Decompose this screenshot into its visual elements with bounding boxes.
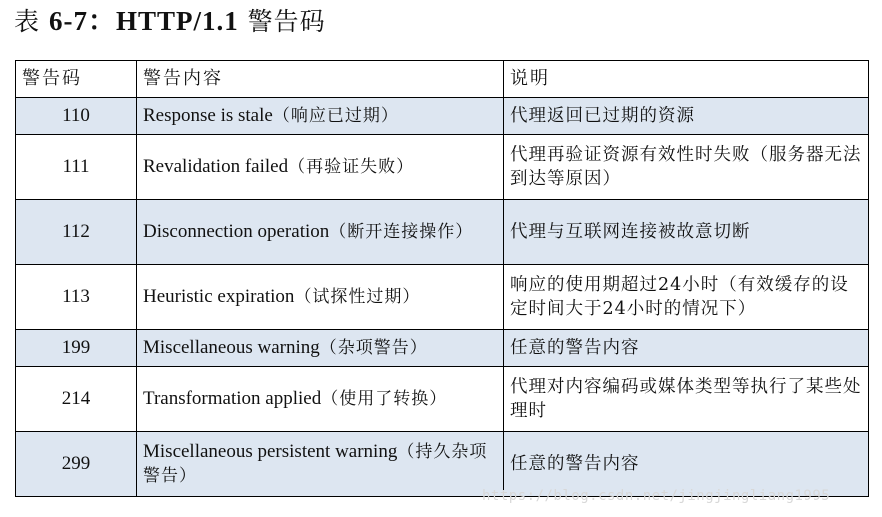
warning-description: 代理再验证资源有效性时失败（服务器无法到达等原因） bbox=[504, 135, 869, 200]
warning-name-cn: （响应已过期） bbox=[272, 106, 399, 126]
warning-name-cn: （杂项警告） bbox=[319, 338, 428, 358]
warning-name bbox=[137, 330, 504, 367]
warning-name-en: Miscellaneous warning bbox=[143, 337, 320, 358]
warning-name-en: Miscellaneous persistent warning bbox=[143, 441, 398, 462]
table-row bbox=[16, 265, 869, 330]
warning-name-cn: （断开连接操作） bbox=[329, 222, 474, 242]
table-row bbox=[16, 432, 869, 497]
caption-number: 6-7：HTTP/1.1 bbox=[48, 6, 239, 36]
warning-name-en: Disconnection operation bbox=[143, 221, 330, 242]
warning-name-en: Response is stale bbox=[143, 105, 273, 126]
header-code: 警告码 bbox=[16, 61, 137, 98]
header-row bbox=[16, 61, 869, 98]
warning-code: 299 bbox=[16, 432, 137, 497]
warning-name bbox=[137, 367, 504, 432]
header-description: 说明 bbox=[504, 61, 869, 98]
table-row bbox=[16, 135, 869, 200]
warning-name bbox=[137, 432, 504, 497]
table-row bbox=[16, 330, 869, 367]
warning-description: 任意的警告内容 bbox=[504, 432, 869, 497]
warning-name-en: Transformation applied bbox=[143, 388, 322, 409]
warning-description: 代理与互联网连接被故意切断 bbox=[504, 200, 869, 265]
warning-name-cn: （试探性过期） bbox=[294, 287, 421, 307]
warning-code: 110 bbox=[16, 98, 137, 135]
warning-name bbox=[137, 135, 504, 200]
warning-description: 代理对内容编码或媒体类型等执行了某些处理时 bbox=[504, 367, 869, 432]
warning-description: 任意的警告内容 bbox=[504, 330, 869, 367]
warning-name bbox=[137, 98, 504, 135]
warning-name-cn: （再验证失败） bbox=[288, 157, 415, 177]
header-content: 警告内容 bbox=[137, 61, 504, 98]
warning-name bbox=[137, 265, 504, 330]
warning-name-cn: （持久杂项警告） bbox=[143, 442, 488, 486]
table-row bbox=[16, 367, 869, 432]
warning-name-en: Revalidation failed bbox=[143, 156, 289, 177]
warning-name bbox=[137, 200, 504, 265]
warning-description: 响应的使用期超过24小时（有效缓存的设定时间大于24小时的情况下） bbox=[504, 265, 869, 330]
warning-name-cn: （使用了转换） bbox=[321, 389, 448, 409]
warning-name-en: Heuristic expiration bbox=[143, 286, 295, 307]
warning-description: 代理返回已过期的资源 bbox=[504, 98, 869, 135]
table-row bbox=[16, 98, 869, 135]
warning-code: 199 bbox=[16, 330, 137, 367]
warning-code-table bbox=[15, 60, 869, 497]
watermark-url: https://blog.csdn.net/jingjingliang1995 bbox=[482, 488, 831, 504]
table-row bbox=[16, 200, 869, 265]
warning-code: 111 bbox=[16, 135, 137, 200]
table-caption bbox=[14, 2, 326, 40]
caption-suffix: 警告码 bbox=[238, 7, 326, 36]
warning-code: 113 bbox=[16, 265, 137, 330]
caption-prefix: 表 bbox=[14, 7, 49, 36]
warning-code: 214 bbox=[16, 367, 137, 432]
warning-code: 112 bbox=[16, 200, 137, 265]
